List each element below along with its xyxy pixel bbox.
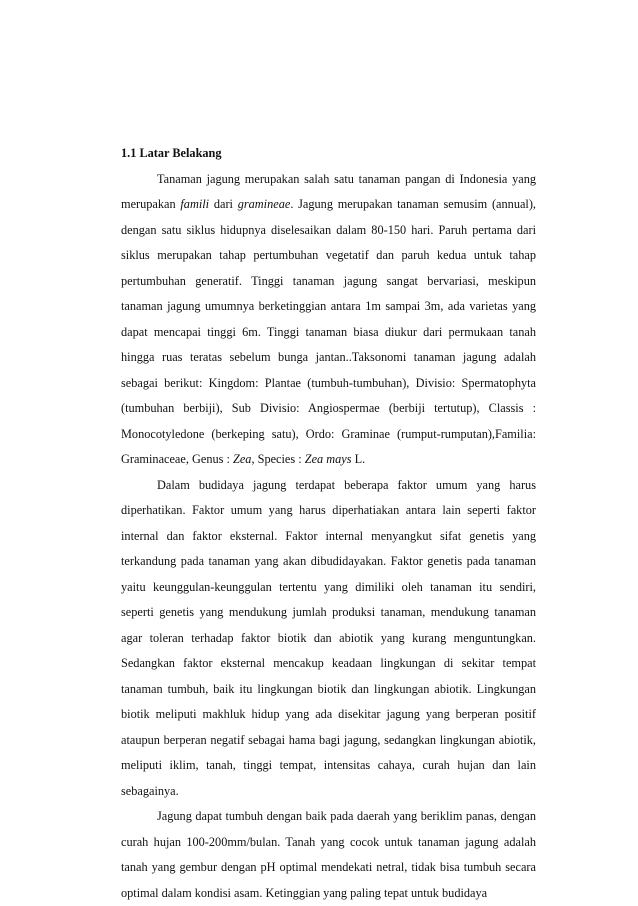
- body-text: [121, 141, 536, 906]
- italic-term-gramineae: gramineae: [237, 197, 291, 211]
- text-run: . Jagung merupakan tanaman semusim (annual), dengan satu siklus hidupnya diselesaikan dalam 80-150 hari. Paruh pertama dari siklus merupakan tahap pertumbuhan vegetatif dan paruh kedua untuk tahap pertumbuhan generatif. Tinggi tanaman jagung sangat bervariasi, meskipun tanaman jagung umumnya berketinggian antara 1m sampai 3m, ada varietas yang dapat mencapai tinggi 6m. Tinggi tanaman biasa diukur dari permukaan tanah hingga ruas teratas sebelum bunga jantan..Taksonomi tanaman jagung adalah sebagai berikut: Kingdom: Plantae (tumbuh-tumbuhan), Divisio: Spermatophyta (tumbuhan berbiji), Sub Divisio: Angiospermae (berbiji tertutup), Classis : Monocotyledone (berkeping satu), Ordo: Graminae (rumput-rumputan),Familia: Graminaceae, Genus :: [121, 197, 537, 466]
- text-run: Tanaman jagung merupakan salah satu tanaman pangan di Indonesia yang merupakan: [121, 171, 536, 211]
- text-run: dari: [209, 197, 238, 211]
- text-run: , Species :: [251, 452, 305, 466]
- italic-term-species: Zea mays: [304, 452, 352, 466]
- italic-term-genus: Zea: [233, 452, 252, 466]
- paragraph-growing-conditions: Jagung dapat tumbuh dengan baik pada daerah yang beriklim panas, dengan curah hujan 100-200mm/bulan. Tanah yang cocok untuk tanaman jagung adalah tanah yang gembur dengan pH optimal mendekati netral, tidak bisa tumbuh secara optimal dalam kondisi asam. Ketinggian yang paling tepat untuk budidaya: [121, 809, 536, 900]
- paragraph-factors: Dalam budidaya jagung terdapat beberapa faktor umum yang harus diperhatikan. Faktor umum yang harus diperhatiakan antara lain seperti faktor internal dan faktor eksternal. Faktor internal menyangkut sifat genetis yang terkandung pada tanaman yang akan dibudidayakan. Faktor genetis pada tanaman yaitu keunggulan-keunggulan tertentu yang dimiliki oleh tanaman itu sendiri, seperti genetis yang mendukung jumlah produksi tanaman, mendukung tanaman agar toleran terhadap faktor biotik dan abiotik yang kurang menguntungkan. Sedangkan faktor eksternal mencakup keadaan lingkungan di sekitar tempat tanaman tumbuh, baik itu lingkungan biotik dan lingkungan abiotik. Lingkungan biotik meliputi makhluk hidup yang ada disekitar jagung yang berperan positif ataupun berperan negatif sebagai hama bagi jagung, sedangkan lingkungan abiotik, meliputi iklim, tanah, tinggi tempat, intensitas cahaya, curah hujan dan lain sebagainya.: [121, 477, 536, 798]
- paragraph-taxonomy: [121, 167, 536, 473]
- text-run: L.: [351, 452, 366, 466]
- italic-term-famili: famili: [180, 197, 210, 211]
- section-heading: 1.1 Latar Belakang: [121, 146, 222, 160]
